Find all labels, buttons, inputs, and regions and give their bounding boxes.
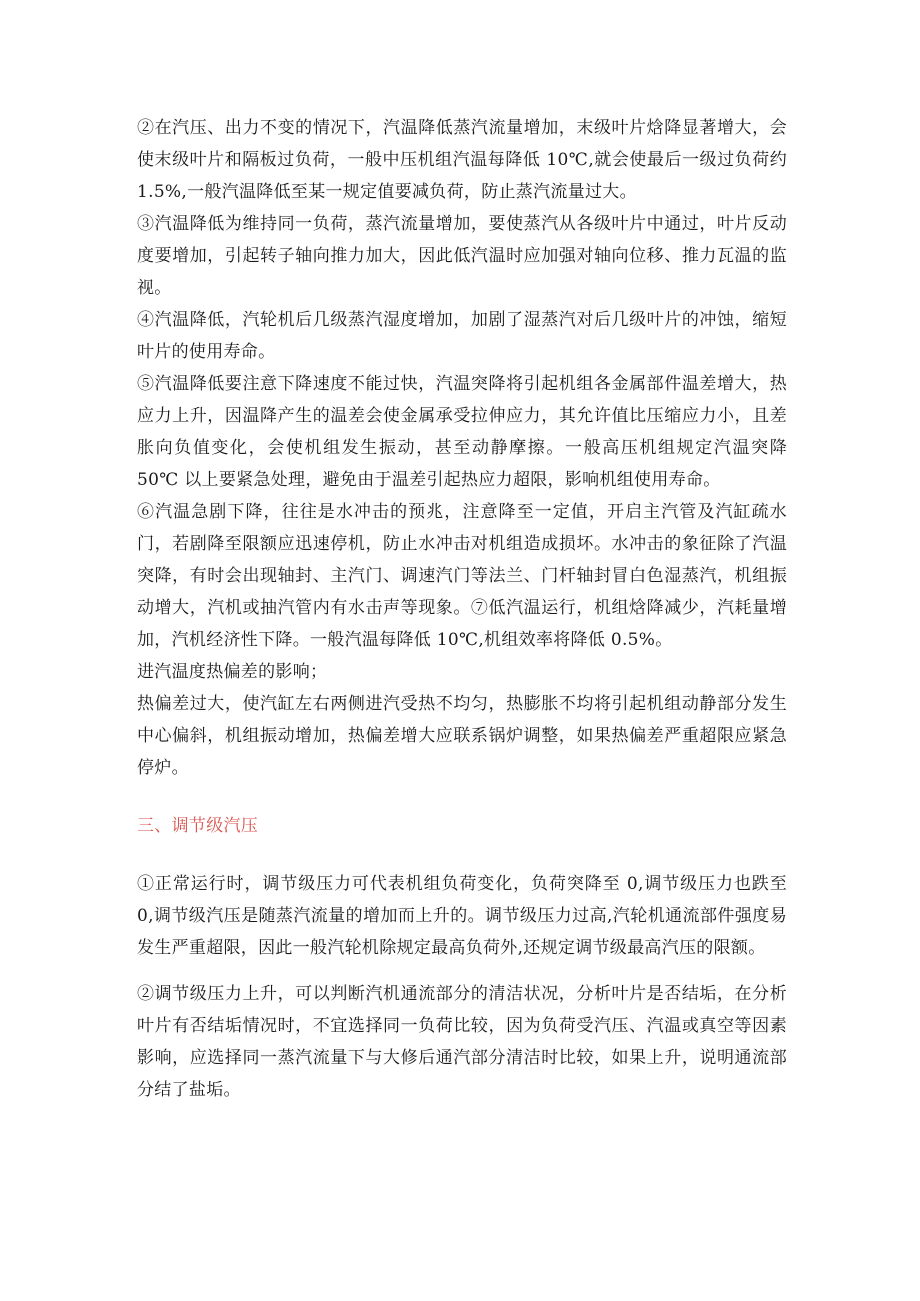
paragraph-steam-temp-3: ③汽温降低为维持同一负荷，蒸汽流量增加，要使蒸汽从各级叶片中通过，叶片反动度要增加，引起转子轴向推力加大，因此低汽温时应加强对轴向位移、推力瓦温的监视。	[137, 214, 787, 298]
paragraph-stage-pressure-1: ①正常运行时，调节级压力可代表机组负荷变化，负荷突降至 0,调节级压力也跌至 0,调节级汽压是随蒸汽流量的增加而上升的。调节级压力过高,汽轮机通流部件强度易发生严重超限，因此一般汽轮机除规定最高负荷外,还规定调节级最高汽压的限额。	[137, 874, 787, 958]
paragraph-steam-temp-4: ④汽温降低，汽轮机后几级蒸汽湿度增加，加剧了湿蒸汽对后几级叶片的冲蚀，缩短叶片的使用寿命。	[137, 310, 787, 362]
paragraph-steam-temp-6-7: ⑥汽温急剧下降，往往是水冲击的预兆，注意降至一定值，开启主汽管及汽缸疏水门，若剧降至限额应迅速停机，防止水冲击对机组造成损坏。水冲击的象征除了汽温突降，有时会出现轴封、主汽门、调速汽门等法兰、门杆轴封冒白色湿蒸汽，机组振动增大，汽机或抽汽管内有水击声等现象。⑦低汽温运行，机组焓降减少，汽耗量增加，汽机经济性下降。一般汽温每降低 10℃,机组效率将降低 0.5%。	[137, 502, 787, 650]
paragraph-steam-temp-2: ②在汽压、出力不变的情况下，汽温降低蒸汽流量增加，末级叶片焓降显著增大，会使末级叶片和隔板过负荷，一般中压机组汽温每降低 10℃,就会使最后一级过负荷约 1.5%,一般汽温降低至某一规定值要减负荷，防止蒸汽流量过大。	[137, 118, 787, 202]
section-heading: 三、调节级汽压	[137, 816, 259, 836]
document-page	[137, 112, 787, 1106]
paragraph-thermal-deviation: 热偏差过大，使汽缸左右两侧进汽受热不均匀，热膨胀不均将引起机组动静部分发生中心偏斜，机组振动增加，热偏差增大应联系锅炉调整，如果热偏差严重超限应紧急停炉。	[137, 694, 787, 778]
paragraph-steam-temp-5: ⑤汽温降低要注意下降速度不能过快，汽温突降将引起机组各金属部件温差增大，热应力上升，因温降产生的温差会使金属承受拉伸应力，其允许值比压缩应力小，且差胀向负值变化，会使机组发生振动，甚至动静摩擦。一般高压机组规定汽温突降 50℃ 以上要紧急处理，避免由于温差引起热应力超限，影响机组使用寿命。	[137, 374, 787, 490]
paragraph-thermal-deviation-title: 进汽温度热偏差的影响；	[137, 662, 328, 682]
paragraph-stage-pressure-2: ②调节级压力上升，可以判断汽机通流部分的清洁状况，分析叶片是否结垢，在分析叶片有否结垢情况时，不宜选择同一负荷比较，因为负荷受汽压、汽温或真空等因素影响，应选择同一蒸汽流量下与大修后通汽部分清洁时比较，如果上升，说明通流部分结了盐垢。	[137, 984, 787, 1100]
